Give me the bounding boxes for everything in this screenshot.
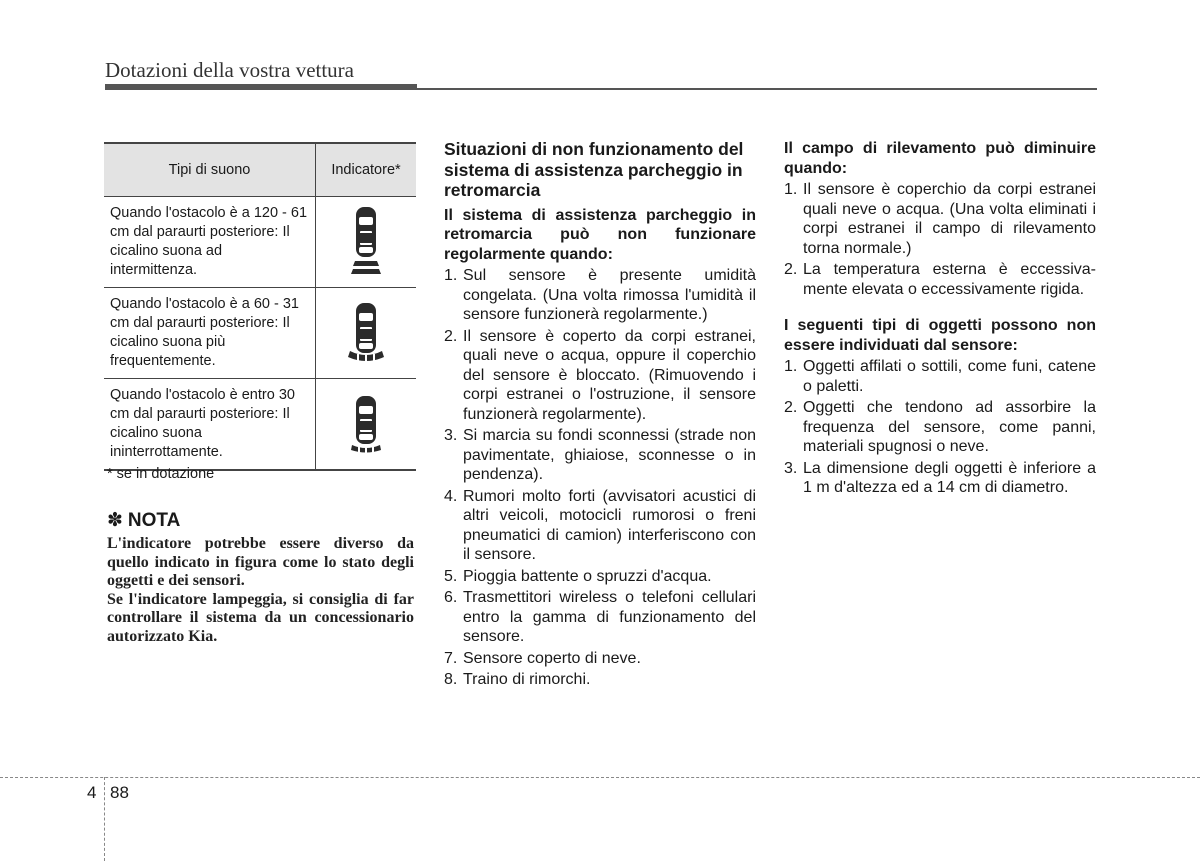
table-cell-description: Quando l'ostacolo è a 60 - 31 cm dal paraurti posteriore: Il cicalino suona più frequentemente.	[104, 288, 316, 379]
list-item: 3. La dimensione degli oggetti è inferiore a 1 m d'altezza ed a 14 cm di diametro.	[784, 459, 1096, 496]
section-subtitle: Il sistema di assistenza parcheggio in retromarcia può non funzionare regolarmente quando:	[444, 206, 756, 263]
list-item: 2. Oggetti che tendono ad assorbire la frequenza del sensore, come panni, materiali spugnosi o neve.	[784, 399, 1096, 455]
note-paragraph: Se l'indicatore lampeggia, si consiglia di far controllare il sistema da un concessionario autorizzato Kia.	[107, 590, 414, 645]
table-cell-indicator	[316, 197, 417, 288]
table-row	[104, 197, 416, 288]
header-rule-thin	[417, 88, 1097, 90]
section-subtitle: Il campo di rilevamento può diminuire quando:	[784, 140, 1096, 177]
note-heading	[107, 509, 180, 532]
list-item: 2. Il sensore è coperto da corpi estranei, quali neve o acqua, oppure il coperchio del sensore è bloccato. (Rimuovendo i corpi estranei o l'ostruzione, il sensore funzionerà regolarmente).	[444, 327, 756, 423]
table-row	[104, 379, 416, 471]
table-header-indicator: Indicatore*	[316, 143, 417, 197]
list-item: 1. Sul sensore è presente umidità congelata. (Una volta rimossa l'umidità il sensore funzionerà regolarmente.)	[444, 267, 756, 323]
table-cell-description: Quando l'ostacolo è a 120 - 61 cm dal paraurti posteriore: Il cicalino suona ad intermittenza.	[104, 197, 316, 288]
list-item: 4. Rumori molto forti (avvisatori acustici di altri veicoli, motocicli rumorosi o freni pneumatici di camion) interferiscono con il sensore.	[444, 487, 756, 563]
car-sensor-near-icon	[346, 394, 386, 454]
table-header-row	[104, 143, 416, 197]
malfunction-list	[444, 266, 756, 690]
list-item: 6. Trasmettitori wireless o telefoni cellulari entro la gamma di funzionamento del sensore.	[444, 589, 756, 645]
list-item: 3. Si marcia su fondi sconnessi (strade non pavimentate, ghiaiose, sconnesse o in pendenza).	[444, 427, 756, 483]
note-asterisk-icon: ✽	[107, 510, 123, 531]
car-sensor-far-icon	[346, 203, 386, 281]
page-number: 88	[110, 783, 129, 802]
column-detection	[784, 139, 1096, 500]
section-title: Situazioni di non funzionamento del sistema di assistenza parcheggio in retromarcia	[444, 139, 744, 200]
note-body	[107, 535, 414, 646]
note-paragraph: L'indicatore potrebbe essere diverso da quello indicato in figura come lo stato degli oggetti e dei sensori.	[107, 535, 414, 589]
table-cell-description: Quando l'ostacolo è entro 30 cm dal paraurti posteriore: Il cicalino suona ininterrottamente.	[104, 379, 316, 471]
chapter-number: 4	[87, 783, 97, 802]
list-item: 1. Il sensore è coperchio da corpi estranei quali neve o acqua. (Una volta eliminati i corpi estranei il campo di rilevamento torna normale.)	[784, 181, 1096, 257]
sound-types-table	[104, 142, 416, 471]
table-row	[104, 288, 416, 379]
table-footnote: * se in dotazione	[107, 466, 215, 482]
section-subtitle: I seguenti tipi di oggetti possono non essere individuati dal sensore:	[784, 317, 1096, 354]
page-header-title: Dotazioni della vostra vettura	[105, 58, 354, 82]
table-header-sound: Tipi di suono	[104, 143, 316, 197]
note-title: NOTA	[127, 509, 181, 531]
table-cell-indicator	[316, 288, 417, 379]
list-item: 5. Pioggia battente o spruzzi d'acqua.	[444, 567, 712, 585]
footer-vertical-divider	[104, 777, 105, 861]
list-item: 8. Traino di rimorchi.	[444, 671, 591, 688]
undetected-objects-list	[784, 357, 1096, 498]
header-rule	[105, 84, 417, 90]
footer-divider	[0, 777, 1200, 778]
column-malfunction	[444, 139, 756, 692]
list-item: 1. Oggetti affilati o sottili, come funi, catene o paletti.	[784, 358, 1096, 395]
list-item: 2. La temperatura esterna è eccessiva-mente elevata o eccessivamente rigida.	[784, 261, 1096, 298]
list-item: 7. Sensore coperto di neve.	[444, 649, 641, 667]
table-cell-indicator	[316, 379, 417, 471]
car-sensor-mid-icon	[346, 301, 386, 365]
detection-range-list	[784, 180, 1096, 299]
